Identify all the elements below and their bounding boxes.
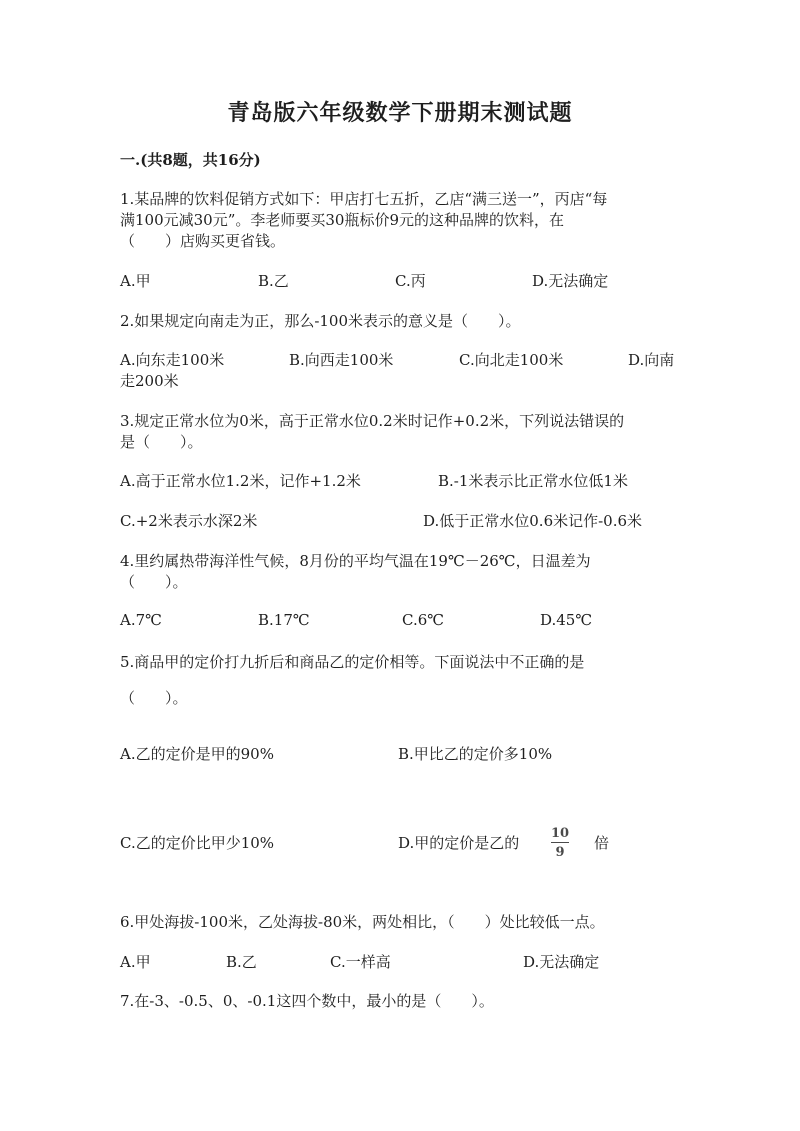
q2-stem: 2.如果规定向南走为正，那么-100米表示的意义是（ ）。 xyxy=(120,312,521,330)
q5-fraction-denominator: 9 xyxy=(555,845,565,860)
section-header: 一.(共8题，共16分) xyxy=(120,151,261,169)
q2-option-c: C.向北走100米 xyxy=(459,351,564,369)
q4-stem-line1: 4.里约属热带海洋性气候，8月份的平均气温在19℃－26℃，日温差为 xyxy=(120,552,591,570)
q5-option-a: A.乙的定价是甲的90% xyxy=(120,745,274,763)
q6-option-a: A.甲 xyxy=(120,953,151,971)
q5-option-d: D.甲的定价是乙的 xyxy=(398,834,520,852)
q6-option-d: D.无法确定 xyxy=(523,953,600,971)
q3-option-b: B.-1米表示比正常水位低1米 xyxy=(438,472,628,490)
q1-stem-line1: 1.某品牌的饮料促销方式如下：甲店打七五折，乙店“满三送一”，丙店“每 xyxy=(120,190,608,208)
q5-stem-line1: 5.商品甲的定价打九折后和商品乙的定价相等。下面说法中不正确的是 xyxy=(120,653,585,671)
q1-option-b: B.乙 xyxy=(258,272,289,290)
q4-option-a: A.7℃ xyxy=(120,611,162,629)
q4-option-b: B.17℃ xyxy=(258,611,310,629)
q1-option-a: A.甲 xyxy=(120,272,151,290)
page-title: 青岛版六年级数学下册期末测试题 xyxy=(227,100,573,126)
q2-option-b: B.向西走100米 xyxy=(289,351,394,369)
q1-option-d: D.无法确定 xyxy=(532,272,609,290)
q5-fraction xyxy=(549,826,571,860)
q1-stem-line3: （ ）店购买更省钱。 xyxy=(120,232,286,250)
q3-stem-line2: 是（ ）。 xyxy=(120,433,203,451)
q3-stem-line1: 3.规定正常水位为0米，高于正常水位0.2米时记作+0.2米，下列说法错误的 xyxy=(120,412,625,430)
q5-fraction-numerator: 10 xyxy=(550,826,570,841)
q5-option-c: C.乙的定价比甲少10% xyxy=(120,834,275,852)
fraction-bar xyxy=(551,842,569,843)
q2-option-a: A.向东走100米 xyxy=(120,351,225,369)
q2-option-d-wrap: 走200米 xyxy=(120,372,179,390)
q6-option-c: C.一样高 xyxy=(330,953,391,971)
q6-stem: 6.甲处海拔-100米，乙处海拔-80米，两处相比，（ ）处比较低一点。 xyxy=(120,913,605,931)
q5-option-d-suffix: 倍 xyxy=(594,834,610,852)
q2-option-d: D.向南 xyxy=(628,351,675,369)
q4-stem-line2: （ ）。 xyxy=(120,573,188,591)
q7-stem: 7.在-3、-0.5、0、-0.1这四个数中，最小的是（ ）。 xyxy=(120,992,494,1010)
q1-stem-line2: 满100元减30元”。李老师要买30瓶标价9元的这种品牌的饮料，在 xyxy=(120,211,565,229)
q3-option-a: A.高于正常水位1.2米，记作+1.2米 xyxy=(120,472,361,490)
q3-option-c: C.+2米表示水深2米 xyxy=(120,512,258,530)
q3-option-d: D.低于正常水位0.6米记作-0.6米 xyxy=(423,512,643,530)
q4-option-d: D.45℃ xyxy=(540,611,593,629)
q4-option-c: C.6℃ xyxy=(402,611,445,629)
q5-option-b: B.甲比乙的定价多10% xyxy=(398,745,553,763)
q6-option-b: B.乙 xyxy=(226,953,257,971)
q5-stem-line2: （ ）。 xyxy=(120,689,188,707)
q1-option-c: C.丙 xyxy=(395,272,426,290)
